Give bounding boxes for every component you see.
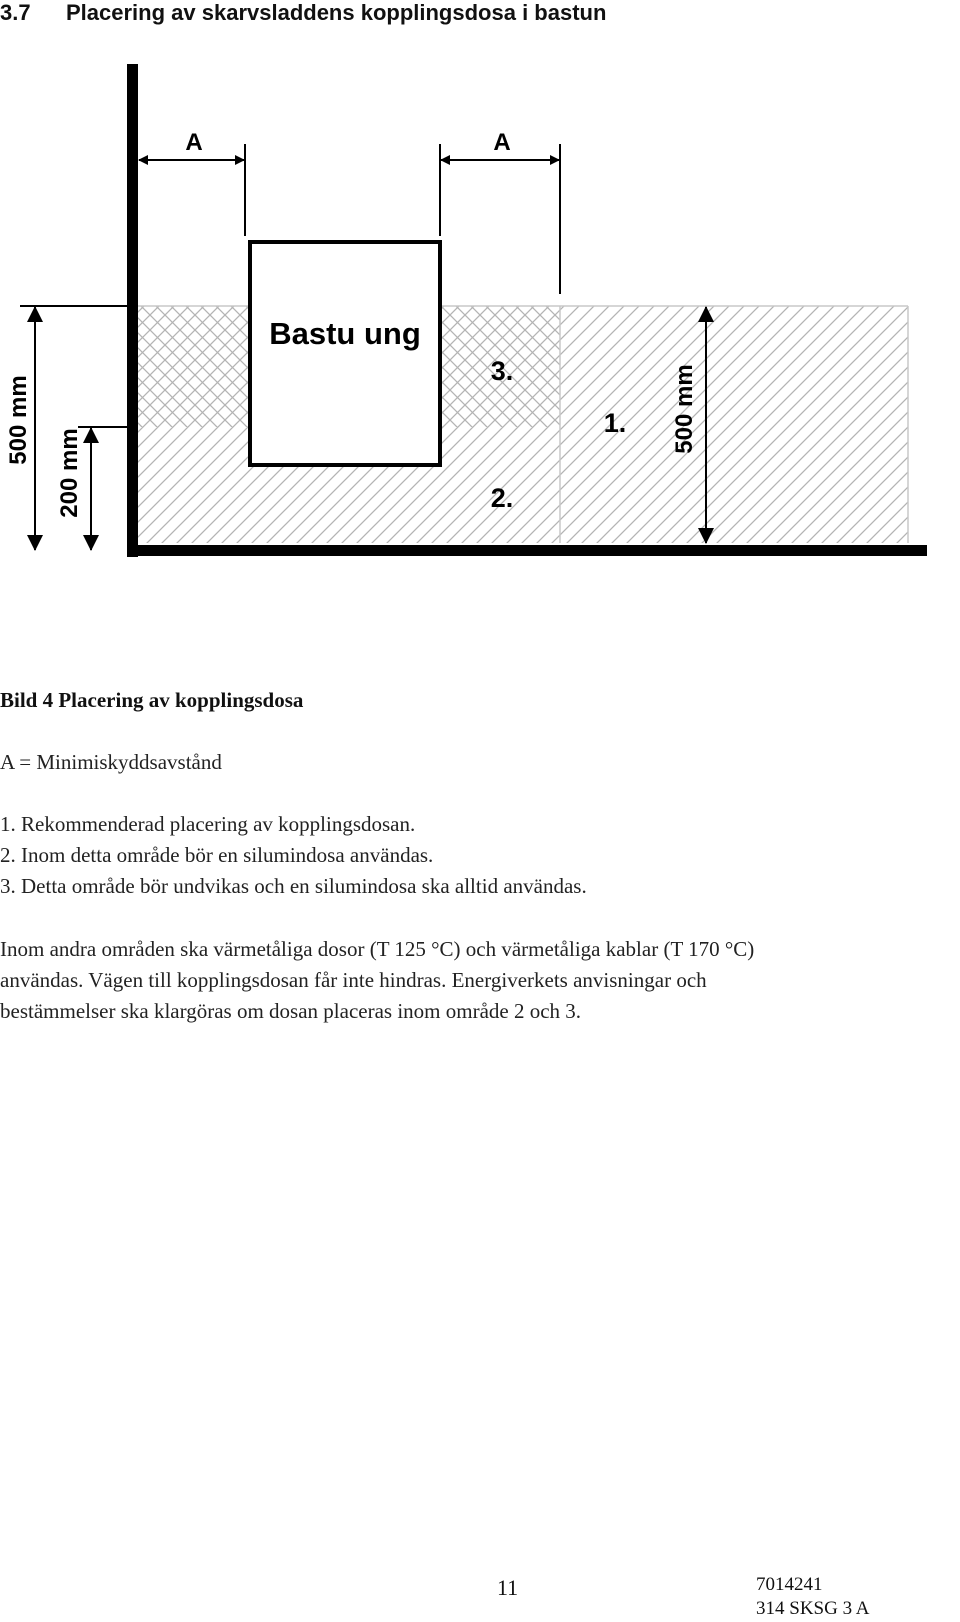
dim-500-right-label: 500 mm xyxy=(671,364,698,454)
zone-1-label: 1. xyxy=(603,408,627,438)
requirements-paragraph xyxy=(0,934,960,1027)
legend-clearance: A = Minimiskyddsavstånd xyxy=(0,750,222,774)
zone-3-area-left xyxy=(138,306,250,427)
zone-2-label: 2. xyxy=(490,483,514,513)
document-code: 314 SKSG 3 A xyxy=(756,1598,870,1619)
zone-description-1: 1. Rekommenderad placering av kopplingsdosan. xyxy=(0,812,416,836)
zone-3-label: 3. xyxy=(490,356,514,386)
junction-box-placement-diagram xyxy=(0,55,960,575)
zone-description-2: 2. Inom detta område bör en silumindosa användas. xyxy=(0,843,434,867)
document-identifier xyxy=(756,1573,870,1621)
zone-description-3: 3. Detta område bör undvikas och en silumindosa ska alltid användas. xyxy=(0,874,587,898)
wall xyxy=(127,64,138,557)
section-number: 3.7 xyxy=(0,0,31,25)
sauna-heater xyxy=(250,242,440,465)
paragraph-line: användas. Vägen till kopplingsdosan får inte hindras. Energiverkets anvisningar och xyxy=(0,968,707,992)
section-heading xyxy=(0,0,606,26)
document-number: 7014241 xyxy=(756,1574,823,1595)
paragraph-line: Inom andra områden ska värmetåliga dosor (T 125 °C) och värmetåliga kablar (T 170 °C) xyxy=(0,937,755,961)
dim-200-label: 200 mm xyxy=(56,428,83,518)
page-number: 11 xyxy=(497,1575,519,1600)
floor xyxy=(127,545,927,556)
paragraph-line: bestämmelser ska klargöras om dosan placeras inom område 2 och 3. xyxy=(0,999,582,1023)
section-title: Placering av skarvsladdens kopplingsdosa i bastun xyxy=(66,0,607,25)
clearance-label-left: A xyxy=(185,129,203,156)
sauna-heater-label: Bastu ung xyxy=(269,316,421,351)
dim-500-left-label: 500 mm xyxy=(5,375,32,465)
figure-caption: Bild 4 Placering av kopplingsdosa xyxy=(0,688,304,712)
clearance-label-right: A xyxy=(493,129,511,156)
